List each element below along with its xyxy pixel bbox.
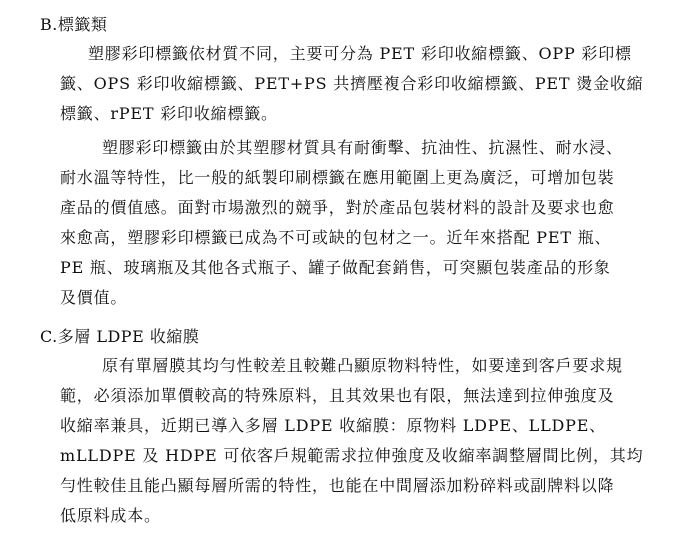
paragraph-line: 來愈高，塑膠彩印標籤已成為不可或缺的包材之一。近年來搭配 PET 瓶、 bbox=[60, 228, 612, 247]
section-c-heading: C.多層 LDPE 收縮膜 bbox=[40, 327, 200, 346]
paragraph-line: 範，必須添加單價較高的特殊原料，且其效果也有限，無法達到拉伸強度及 bbox=[60, 386, 615, 405]
paragraph-line: 勻性較佳且能凸顯每層所需的特性，也能在中間層添加粉碎料或副牌料以降 bbox=[60, 476, 615, 495]
paragraph-line: 產品的價值感。面對市場激烈的競爭，對於產品包裝材料的設計及要求也愈 bbox=[60, 198, 615, 217]
paragraph-line: 收縮率兼具，近期已導入多層 LDPE 收縮膜：原物料 LDPE、LLDPE、 bbox=[60, 416, 606, 435]
paragraph-line: PE 瓶、玻璃瓶及其他各式瓶子、罐子做配套銷售，可突顯包裝產品的形象 bbox=[60, 258, 611, 277]
paragraph-line: 及價值。 bbox=[60, 288, 128, 307]
paragraph-line: 塑膠彩印標籤由於其塑膠材質具有耐衝擊、抗油性、抗濕性、耐水浸、 bbox=[102, 138, 623, 157]
paragraph-line: 標籤、rPET 彩印收縮標籤。 bbox=[60, 104, 278, 123]
section-b-heading: B.標籤類 bbox=[40, 15, 108, 34]
paragraph-line: mLLDPE 及 HDPE 可依客戶規範需求拉伸強度及收縮率調整層間比例，其均 bbox=[60, 446, 644, 465]
paragraph-line: 塑膠彩印標籤依材質不同，主要可分為 PET 彩印收縮標籤、OPP 彩印標 bbox=[88, 44, 632, 63]
paragraph-line: 耐水溫等特性，比一般的紙製印刷標籤在應用範圍上更為廣泛，可增加包裝 bbox=[60, 168, 615, 187]
paragraph-line: 原有單層膜其均勻性較差且較難凸顯原物料特性，如要達到客戶要求規 bbox=[102, 356, 623, 375]
paragraph-line: 低原料成本。 bbox=[60, 506, 161, 525]
paragraph-line: 籤、OPS 彩印收縮標籤、PET+PS 共擠壓複合彩印收縮標籤、PET 燙金收縮 bbox=[60, 74, 644, 93]
